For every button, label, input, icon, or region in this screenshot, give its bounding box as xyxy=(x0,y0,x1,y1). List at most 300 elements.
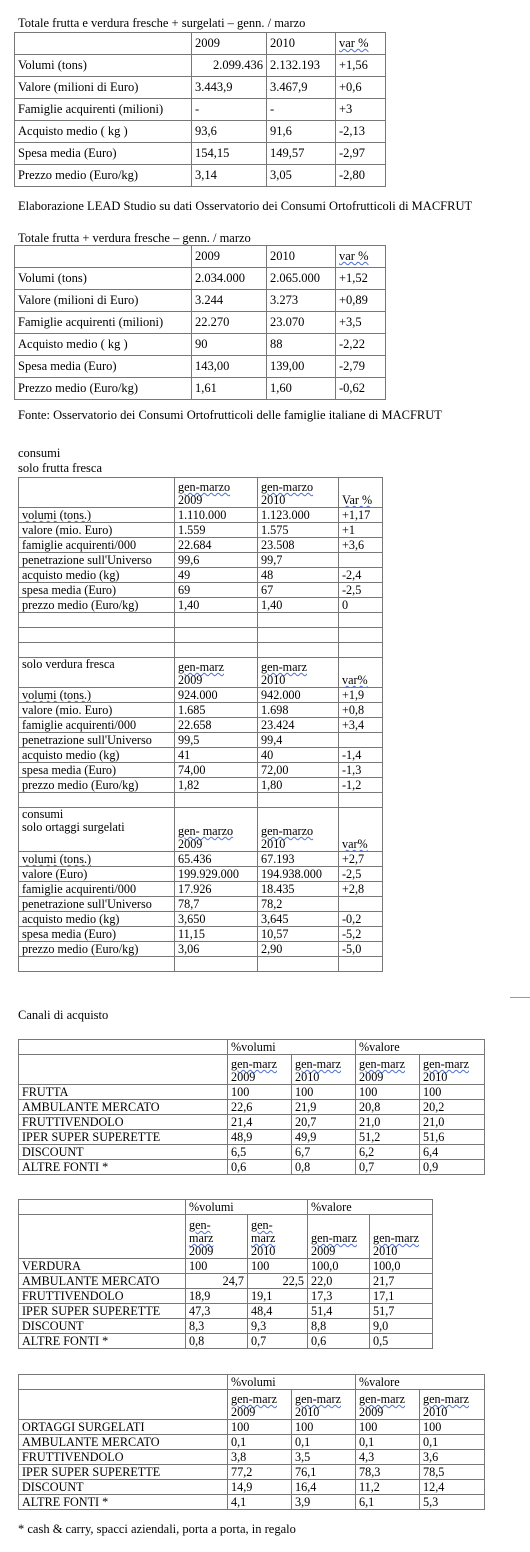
table-row xyxy=(19,867,383,882)
table-cell: 22,5 xyxy=(248,1274,308,1289)
col-header-period: gen- xyxy=(251,1218,273,1232)
canali-heading: Canali di acquisto xyxy=(18,1008,109,1022)
table-cell: 4,3 xyxy=(356,1450,420,1465)
col-header-year: 2010 xyxy=(423,1405,448,1419)
table-cell: 22,0 xyxy=(308,1274,370,1289)
col-header-period: gen-marz xyxy=(295,1057,342,1071)
table-cell: 23.424 xyxy=(258,718,339,733)
section-label xyxy=(19,808,175,852)
col-header-year: 2010 xyxy=(373,1244,398,1258)
table-row xyxy=(19,1480,485,1495)
table-cell: 78,5 xyxy=(420,1465,485,1480)
row-label: Volumi (tons) xyxy=(15,268,192,290)
table-row-empty xyxy=(19,793,383,808)
col-header-period: gen-marz xyxy=(423,1392,470,1406)
table-row xyxy=(19,808,383,852)
col-header-year: 2009 xyxy=(231,1405,256,1419)
table-row-empty xyxy=(19,957,383,972)
table-cell: -5,2 xyxy=(339,927,383,942)
table-cell: +3,5 xyxy=(336,312,386,334)
row-label: ALTRE FONTI * xyxy=(19,1495,228,1510)
table-cell xyxy=(228,1390,292,1420)
table-cell: 23.070 xyxy=(267,312,336,334)
table-row xyxy=(19,778,383,793)
table-cell: 23.508 xyxy=(258,538,339,553)
table-row xyxy=(19,1289,433,1304)
table-row xyxy=(15,356,386,378)
table-cell: 4,1 xyxy=(228,1495,292,1510)
row-label: spesa media (Euro) xyxy=(19,927,175,942)
col-header-year: 2009 xyxy=(178,837,203,851)
col-header-year: 2010 xyxy=(261,673,286,687)
col-header-year: 2009 xyxy=(231,1070,256,1084)
table-cell xyxy=(339,553,383,568)
table-cell: 99,6 xyxy=(175,553,258,568)
table-cell: 2.034.000 xyxy=(192,268,267,290)
row-label: acquisto medio (kg) xyxy=(19,912,175,927)
col-header-year: 2009 xyxy=(359,1070,384,1084)
table-row xyxy=(19,1215,433,1259)
table-cell xyxy=(258,478,339,508)
table-cell: 77,2 xyxy=(228,1465,292,1480)
table-cell: 3,9 xyxy=(292,1495,356,1510)
col-header-period: gen-marz xyxy=(359,1392,406,1406)
table-row xyxy=(19,1130,485,1145)
table-cell xyxy=(175,658,258,688)
table-cell: 2.065.000 xyxy=(267,268,336,290)
table-cell xyxy=(186,1215,248,1259)
table-cell: 154,15 xyxy=(192,143,267,165)
col-header-year: 2010 xyxy=(261,837,286,851)
col-header-period: gen-marz xyxy=(311,1231,358,1245)
col-header-period: gen-marz xyxy=(178,660,225,674)
table-row xyxy=(19,1145,485,1160)
row-label: FRUTTIVENDOLO xyxy=(19,1450,228,1465)
table-cell: 6,5 xyxy=(228,1145,292,1160)
table-row xyxy=(19,1435,485,1450)
table-cell xyxy=(339,897,383,912)
table-row xyxy=(19,703,383,718)
table-cell: var % xyxy=(336,246,386,268)
table-cell: 51,7 xyxy=(370,1304,433,1319)
table-cell xyxy=(356,1055,420,1085)
row-label: valore (mio. Euro) xyxy=(19,703,175,718)
table-row xyxy=(19,598,383,613)
col-header-period: marz xyxy=(251,1231,276,1245)
row-label: ORTAGGI SURGELATI xyxy=(19,1420,228,1435)
table-row xyxy=(19,478,383,508)
table-cell xyxy=(175,808,258,852)
table-cell: 3,14 xyxy=(192,165,267,187)
table-cell: 6,4 xyxy=(420,1145,485,1160)
table-row xyxy=(15,99,386,121)
table-cell: 1,60 xyxy=(267,378,336,400)
row-label-text: volumi (tons.) xyxy=(22,688,92,702)
table-cell: 100 xyxy=(186,1259,248,1274)
table-cell: 69 xyxy=(175,583,258,598)
table-cell: -2,79 xyxy=(336,356,386,378)
row-label: FRUTTA xyxy=(19,1085,228,1100)
table-cell: 21,0 xyxy=(356,1115,420,1130)
table-cell: 100 xyxy=(292,1085,356,1100)
table-cell xyxy=(258,658,339,688)
table-cell xyxy=(15,33,192,55)
row-label: ALTRE FONTI * xyxy=(19,1160,228,1175)
col-header-year: 2009 xyxy=(178,673,203,687)
table-cell: 1,82 xyxy=(175,778,258,793)
table-row xyxy=(15,334,386,356)
col-header-period: gen-marz xyxy=(423,1057,470,1071)
table-cell: 21,9 xyxy=(292,1100,356,1115)
table-cell: 3,650 xyxy=(175,912,258,927)
group-header-valore: %valore xyxy=(356,1375,485,1390)
row-label: Acquisto medio ( kg ) xyxy=(15,121,192,143)
table-row xyxy=(19,1390,485,1420)
table-cell: 76,1 xyxy=(292,1465,356,1480)
section-label: solo verdura fresca xyxy=(19,658,175,688)
table-cell: 2,90 xyxy=(258,942,339,957)
table-cell: 6,2 xyxy=(356,1145,420,1160)
table-cell: 93,6 xyxy=(192,121,267,143)
row-label: AMBULANTE MERCATO xyxy=(19,1274,186,1289)
row-label: prezzo medio (Euro/kg) xyxy=(19,778,175,793)
table-row xyxy=(19,1334,433,1349)
table-cell: 51,6 xyxy=(420,1130,485,1145)
col-header-period: gen-marz xyxy=(231,1057,278,1071)
table-cell: 17.926 xyxy=(175,882,258,897)
table-row xyxy=(19,1085,485,1100)
table-cell: 8,3 xyxy=(186,1319,248,1334)
table-row xyxy=(19,882,383,897)
table-cell: 2010 xyxy=(267,246,336,268)
table-cell: 78,7 xyxy=(175,897,258,912)
table-cell: 9,0 xyxy=(370,1319,433,1334)
row-label: Valore (milioni di Euro) xyxy=(15,290,192,312)
table-cell xyxy=(420,1055,485,1085)
canali-surgelati-table xyxy=(18,1374,485,1510)
table-cell xyxy=(248,1215,308,1259)
table-row xyxy=(19,523,383,538)
table-row xyxy=(15,143,386,165)
table-cell: +0,6 xyxy=(336,77,386,99)
table-cell: 0,1 xyxy=(420,1435,485,1450)
table-cell xyxy=(420,1390,485,1420)
canali-frutta-table xyxy=(18,1039,485,1175)
table-cell: 3.443,9 xyxy=(192,77,267,99)
row-label: spesa media (Euro) xyxy=(19,763,175,778)
col-header-period: gen- marzo xyxy=(178,824,234,838)
table-row xyxy=(15,121,386,143)
table-cell: 22,6 xyxy=(228,1100,292,1115)
consumi-table xyxy=(18,477,383,972)
table-cell: 100 xyxy=(356,1085,420,1100)
row-label: acquisto medio (kg) xyxy=(19,748,175,763)
table-cell: 74,00 xyxy=(175,763,258,778)
table-cell: -2,5 xyxy=(339,867,383,882)
table-cell: 21,7 xyxy=(370,1274,433,1289)
row-label: IPER SUPER SUPERETTE xyxy=(19,1465,228,1480)
table-cell: 0,7 xyxy=(356,1160,420,1175)
table-cell: -1,4 xyxy=(339,748,383,763)
table-cell: 10,57 xyxy=(258,927,339,942)
table-cell: 1,40 xyxy=(175,598,258,613)
summary-table-fresh xyxy=(14,245,386,400)
col-header-year: 2009 xyxy=(178,493,203,507)
table-cell: 100 xyxy=(420,1085,485,1100)
col-header-year: 2009 xyxy=(311,1244,336,1258)
table-cell: 6,7 xyxy=(292,1145,356,1160)
table-cell: 3,5 xyxy=(292,1450,356,1465)
table-cell: 3,8 xyxy=(228,1450,292,1465)
table-row xyxy=(19,553,383,568)
table-cell: +3,4 xyxy=(339,718,383,733)
table-cell: +1,17 xyxy=(339,508,383,523)
footnote: * cash & carry, spacci aziendali, porta a porta, in regalo xyxy=(18,1522,296,1536)
table-cell: 40 xyxy=(258,748,339,763)
row-label: DISCOUNT xyxy=(19,1480,228,1495)
table-cell: 6,1 xyxy=(356,1495,420,1510)
table-row xyxy=(19,1100,485,1115)
table-cell: 1.123.000 xyxy=(258,508,339,523)
table-cell: 0 xyxy=(339,598,383,613)
table-row xyxy=(19,763,383,778)
table-cell: 3,6 xyxy=(420,1450,485,1465)
col-header-year: 2009 xyxy=(189,1244,214,1258)
table-cell: -1,2 xyxy=(339,778,383,793)
table-cell: 1.575 xyxy=(258,523,339,538)
table-cell: +0,89 xyxy=(336,290,386,312)
table-cell: 99,7 xyxy=(258,553,339,568)
table-cell: 21,0 xyxy=(420,1115,485,1130)
consumi-heading: consumi xyxy=(18,446,61,460)
table-cell: -2,97 xyxy=(336,143,386,165)
table-row-empty xyxy=(19,643,383,658)
row-label: prezzo medio (Euro/kg) xyxy=(19,942,175,957)
table-cell: -5,0 xyxy=(339,942,383,957)
col-header-period: gen-marz xyxy=(359,1057,406,1071)
table-row xyxy=(15,77,386,99)
table-cell: 18,9 xyxy=(186,1289,248,1304)
row-label: famiglie acquirenti/000 xyxy=(19,538,175,553)
table-cell: +1 xyxy=(339,523,383,538)
table-cell: 0,1 xyxy=(292,1435,356,1450)
table-cell: 51,4 xyxy=(308,1304,370,1319)
col-header-period: marz xyxy=(189,1231,214,1245)
table-cell: 1.559 xyxy=(175,523,258,538)
table-cell: 47,3 xyxy=(186,1304,248,1319)
col-header-period: gen-marz xyxy=(373,1231,420,1245)
col-header-period: gen-marz xyxy=(231,1392,278,1406)
col-header-year: 2009 xyxy=(359,1405,384,1419)
table-cell: 0,1 xyxy=(228,1435,292,1450)
table-row xyxy=(15,33,386,55)
table-cell: 51,2 xyxy=(356,1130,420,1145)
row-label: IPER SUPER SUPERETTE xyxy=(19,1130,228,1145)
table-cell: 194.938.000 xyxy=(258,867,339,882)
table2-caption: Totale frutta + verdura fresche – genn. / marzo xyxy=(18,231,251,245)
table-cell: - xyxy=(267,99,336,121)
section-label-line2: solo ortaggi surgelati xyxy=(22,820,125,834)
table-cell: 67 xyxy=(258,583,339,598)
table-row xyxy=(19,688,383,703)
table-cell: -2,5 xyxy=(339,583,383,598)
table-cell: 21,4 xyxy=(228,1115,292,1130)
divider xyxy=(510,997,530,998)
table-row xyxy=(19,1200,433,1215)
table-cell xyxy=(292,1390,356,1420)
table-cell: 78,2 xyxy=(258,897,339,912)
table-cell xyxy=(19,1055,228,1085)
table-row xyxy=(19,897,383,912)
table-cell: 2009 xyxy=(192,246,267,268)
table-cell: 88 xyxy=(267,334,336,356)
row-label: valore (mio. Euro) xyxy=(19,523,175,538)
table1-caption: Totale frutta e verdura fresche + surgelati – genn. / marzo xyxy=(18,16,306,30)
table-cell xyxy=(19,478,175,508)
table-cell: 0,5 xyxy=(370,1334,433,1349)
col-header-period: gen-marzo xyxy=(178,480,231,494)
table-cell: 14,9 xyxy=(228,1480,292,1495)
table-row xyxy=(15,165,386,187)
table-row xyxy=(19,1055,485,1085)
table-cell: 16,4 xyxy=(292,1480,356,1495)
col-header-period: gen-marzo xyxy=(261,824,314,838)
table-cell: 90 xyxy=(192,334,267,356)
table-row xyxy=(19,942,383,957)
table-cell: 924.000 xyxy=(175,688,258,703)
table-row xyxy=(19,583,383,598)
table-cell: 20,8 xyxy=(356,1100,420,1115)
row-label: DISCOUNT xyxy=(19,1319,186,1334)
col-header-year: 2010 xyxy=(261,493,286,507)
table-cell: -2,13 xyxy=(336,121,386,143)
table-row xyxy=(19,1259,433,1274)
col-header-year: 2010 xyxy=(251,1244,276,1258)
row-label: penetrazione sull'Universo xyxy=(19,553,175,568)
table-cell: -2,80 xyxy=(336,165,386,187)
group-header-volumi: %volumi xyxy=(228,1040,356,1055)
canali-verdura-table xyxy=(18,1199,433,1349)
table-cell: 100 xyxy=(228,1085,292,1100)
table-cell: 18.435 xyxy=(258,882,339,897)
table-cell: 0,6 xyxy=(308,1334,370,1349)
table-cell: 17,3 xyxy=(308,1289,370,1304)
table-cell: 20,7 xyxy=(292,1115,356,1130)
table-cell: 65.436 xyxy=(175,852,258,867)
consumi-subheading: solo frutta fresca xyxy=(18,461,102,475)
table-cell: 143,00 xyxy=(192,356,267,378)
table-cell: 2009 xyxy=(192,33,267,55)
table-cell: +2,7 xyxy=(339,852,383,867)
table-cell: 49,9 xyxy=(292,1130,356,1145)
table-cell: 3.273 xyxy=(267,290,336,312)
row-label: IPER SUPER SUPERETTE xyxy=(19,1304,186,1319)
table-cell: 67.193 xyxy=(258,852,339,867)
table-cell: 1.110.000 xyxy=(175,508,258,523)
table-cell xyxy=(19,1200,186,1215)
table-cell: 3,645 xyxy=(258,912,339,927)
row-label: VERDURA xyxy=(19,1259,186,1274)
table-cell: 2010 xyxy=(267,33,336,55)
table-cell: 11,15 xyxy=(175,927,258,942)
table-cell: 22.270 xyxy=(192,312,267,334)
table-row xyxy=(15,246,386,268)
row-label xyxy=(19,688,175,703)
row-label: Spesa media (Euro) xyxy=(15,356,192,378)
table-cell xyxy=(228,1055,292,1085)
row-label: spesa media (Euro) xyxy=(19,583,175,598)
table-cell: -0,62 xyxy=(336,378,386,400)
row-label-text: volumi (tons.) xyxy=(22,852,92,866)
row-label: AMBULANTE MERCATO xyxy=(19,1100,228,1115)
table-cell: 100 xyxy=(248,1259,308,1274)
row-label: penetrazione sull'Universo xyxy=(19,733,175,748)
col-header-var: var% xyxy=(339,658,383,688)
table-cell: 3.467,9 xyxy=(267,77,336,99)
section-label-line1: consumi xyxy=(22,807,64,821)
table-row xyxy=(19,1115,485,1130)
table-cell: - xyxy=(192,99,267,121)
table-cell: 72,00 xyxy=(258,763,339,778)
table-cell: 0,8 xyxy=(186,1334,248,1349)
table-cell: 5,3 xyxy=(420,1495,485,1510)
table-cell: var % xyxy=(336,33,386,55)
row-label: acquisto medio (kg) xyxy=(19,568,175,583)
table-cell: 22.658 xyxy=(175,718,258,733)
table-row xyxy=(15,268,386,290)
table-row xyxy=(19,1274,433,1289)
table-row xyxy=(19,912,383,927)
table-cell: 100,0 xyxy=(308,1259,370,1274)
row-label: ALTRE FONTI * xyxy=(19,1334,186,1349)
table-row xyxy=(19,508,383,523)
table-row xyxy=(19,1420,485,1435)
table-cell xyxy=(339,733,383,748)
table-row xyxy=(19,1465,485,1480)
table-cell: 12,4 xyxy=(420,1480,485,1495)
row-label: famiglie acquirenti/000 xyxy=(19,882,175,897)
table-cell: +2,8 xyxy=(339,882,383,897)
table-cell: +1,56 xyxy=(336,55,386,77)
table-cell: 48,9 xyxy=(228,1130,292,1145)
table-cell: 100 xyxy=(420,1420,485,1435)
table-cell: 20,2 xyxy=(420,1100,485,1115)
table-row-empty xyxy=(19,628,383,643)
row-label xyxy=(19,852,175,867)
table-cell: 0,6 xyxy=(228,1160,292,1175)
table-cell: 24,7 xyxy=(186,1274,248,1289)
col-header-var: var% xyxy=(339,808,383,852)
row-label: Famiglie acquirenti (milioni) xyxy=(15,312,192,334)
col-header-period: gen-marzo xyxy=(261,480,314,494)
table-cell xyxy=(292,1055,356,1085)
row-label: Prezzo medio (Euro/kg) xyxy=(15,378,192,400)
table-cell xyxy=(19,1375,228,1390)
table-row xyxy=(19,852,383,867)
table-cell: 149,57 xyxy=(267,143,336,165)
table-row xyxy=(19,1375,485,1390)
col-header-period: gen- xyxy=(189,1218,211,1232)
table-cell: 199.929.000 xyxy=(175,867,258,882)
table-cell xyxy=(308,1215,370,1259)
table-row xyxy=(19,568,383,583)
row-label: Acquisto medio ( kg ) xyxy=(15,334,192,356)
row-label: DISCOUNT xyxy=(19,1145,228,1160)
table-cell: -0,2 xyxy=(339,912,383,927)
table-cell: 1,61 xyxy=(192,378,267,400)
table-cell xyxy=(258,808,339,852)
table-row xyxy=(19,1040,485,1055)
